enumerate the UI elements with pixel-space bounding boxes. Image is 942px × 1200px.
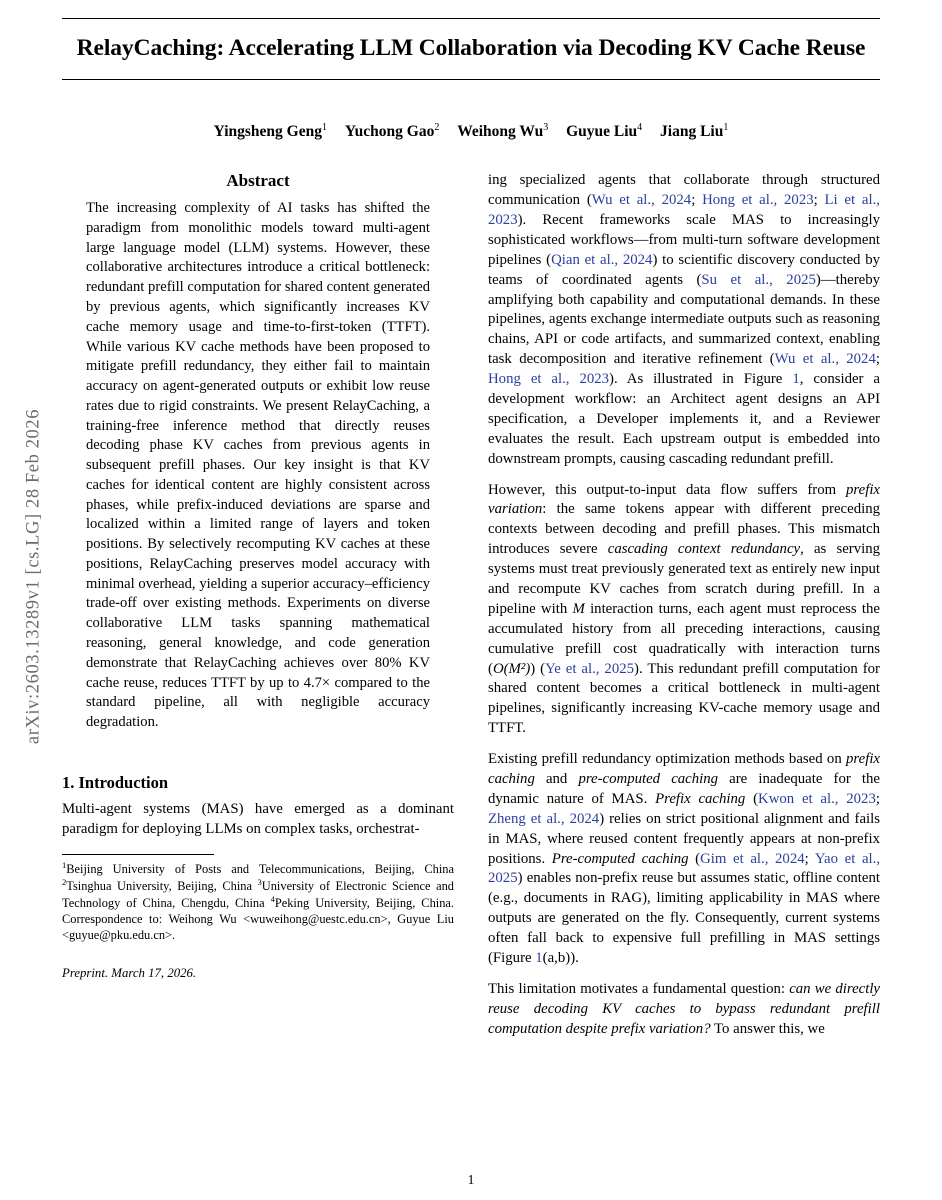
abstract-heading: Abstract <box>226 171 290 191</box>
text-run: Existing prefill redundancy optimization methods based on <box>488 751 847 768</box>
footnote-rule <box>62 854 214 855</box>
text-run: ; <box>875 790 880 807</box>
text-run: ) relies on strict positional alignment and fails in MAS, where reused content frequently appears at non-prefix positions. <box>488 810 880 867</box>
right-paragraph-2 <box>488 481 880 740</box>
emphasis-text: prefix caching <box>488 751 880 787</box>
text-run: ; <box>691 192 703 209</box>
footnote-mark-4: 4 <box>270 894 275 905</box>
text-run: ). This redundant prefill computation for shared content becomes a critical bottleneck in multi-agent pipelines, significantly increasing KV-cache memory usage and TTFT. <box>488 660 880 737</box>
footnote-mark-2: 2 <box>62 876 67 887</box>
text-run: However, this output-to-input data flow suffers from <box>488 481 847 498</box>
math-expression: O(M²) <box>492 660 531 677</box>
right-paragraph-1 <box>488 171 880 469</box>
author-1: Yingsheng Geng$^1$ <box>213 122 327 141</box>
two-column-body <box>62 171 880 1050</box>
preprint-note: Preprint. March 17, 2026. <box>62 965 197 980</box>
author-2: Yuchong Gao$^2$ <box>344 122 440 141</box>
citation-link[interactable]: Hong et al., 2023 <box>702 192 814 209</box>
figure-reference-link[interactable]: 1 <box>792 371 800 388</box>
author-4: Guyue Liu$^4$ <box>566 122 643 141</box>
math-symbol: M <box>572 600 585 617</box>
title-bottom-rule <box>62 79 880 80</box>
right-paragraph-4 <box>488 980 880 1040</box>
text-run: To answer this, we <box>710 1020 825 1037</box>
arxiv-stamp: arXiv:2603.13289v1 [cs.LG] 28 Feb 2026 <box>23 408 44 745</box>
page-number: 1 <box>467 1172 475 1187</box>
citation-link[interactable]: Zheng et al., 2024 <box>488 810 600 827</box>
text-run: )—thereby amplifying both capability and computational demands. In these pipelines, agents exchange intermediate outputs such as reasoning chains, API or code artifacts, and summarized context, enabling task decomposition and iterative refinement ( <box>488 271 880 368</box>
citation-link[interactable]: Wu et al., 2024 <box>774 351 876 368</box>
text-run: ). As illustrated in Figure <box>609 371 793 388</box>
affiliations-footnote <box>62 860 454 944</box>
author-5: Jiang Liu$^1$ <box>660 122 729 141</box>
page-title: RelayCaching: Accelerating LLM Collaboration via Decoding KV Cache Reuse <box>76 35 866 61</box>
emphasis-text: can we directly reuse decoding KV caches to bypass redundant prefill computation despite prefix variation? <box>488 980 880 1037</box>
top-rule <box>62 18 880 19</box>
citation-link[interactable]: Kwon et al., 2023 <box>758 790 876 807</box>
text-run: (a,b)). <box>542 950 579 966</box>
section-heading-introduction: 1. Introduction <box>62 772 169 792</box>
text-run: ) to scientific discovery conducted by teams of coordinated agents ( <box>488 251 880 288</box>
citation-link[interactable]: Yao et al., 2025 <box>488 850 881 887</box>
text-run: This limitation motivates a fundamental question: <box>488 980 790 997</box>
citation-link[interactable]: Li et al., 2023 <box>488 192 880 228</box>
paper-content <box>62 18 880 1051</box>
intro-paragraph-1: Multi-agent systems (MAS) have emerged as a dominant paradigm for deploying LLMs on complex tasks, orchestrat- <box>62 800 454 837</box>
text-run: are inadequate for the dynamic nature of MAS. <box>488 770 881 807</box>
text-run: , consider a development workflow: an Architect agent designs an API specification, a Developer implements it, and a Reviewer evaluates the result. Each upstream output is embedded into downstream prompts, causing cascading redundant prefill. <box>488 371 880 467</box>
citation-link[interactable]: Ye et al., 2025 <box>545 660 635 677</box>
text-run: ; <box>875 351 880 368</box>
right-paragraph-3 <box>488 750 880 969</box>
text-run: ). Recent frameworks scale MAS to increasingly sophisticated workflows—from multi-turn software development pipelines ( <box>488 211 880 268</box>
footnote-affil-4: Peking University, Beijing, China. Correspondence to: Weihong Wu <wuweihong@uestc.edu.cn>, Guyue Liu <guyue@pku.edu.cn>. <box>62 896 455 943</box>
text-run: interaction turns, each agent must reprocess the accumulated history from all preceding interactions, causing cumulative prefill cost quadratically with interaction turns ( <box>488 600 881 677</box>
text-run: , as serving systems must treat previously generated text as entirely new input and recompute KV caches from scratch during prefill. In a pipeline with <box>488 541 880 617</box>
figure-reference-link[interactable]: 1 <box>535 950 543 966</box>
right-column <box>488 171 880 1050</box>
text-run: ) enables non-prefix reuse but assumes static, offline content (e.g., documents in RAG), limiting applicability in MAS where outputs are generated on the fly. Consequently, current systems often fall back to expensive full prefilling in MAS settings (Figure <box>488 870 880 966</box>
emphasis-text: pre-computed caching <box>578 770 719 787</box>
emphasis-text: prefix variation <box>488 481 880 518</box>
left-column <box>62 171 454 1050</box>
text-run: ) ( <box>530 660 546 677</box>
emphasis-text: Pre-computed caching <box>551 850 689 867</box>
text-run: ; <box>804 850 815 867</box>
text-run: ing specialized agents that collaborate through structured communication ( <box>488 172 880 209</box>
text-run: and <box>534 770 579 787</box>
citation-link[interactable]: Gim et al., 2024 <box>700 850 805 867</box>
footnote-affil-1: Beijing University of Posts and Telecommunications, Beijing, China <box>66 861 454 876</box>
citation-link[interactable]: Su et al., 2025 <box>701 271 816 288</box>
footnote-mark-1: 1 <box>62 859 67 870</box>
text-run: ( <box>745 790 759 807</box>
author-list <box>62 122 880 141</box>
emphasis-text: cascading context redundancy <box>607 541 801 558</box>
text-run: ; <box>813 192 825 209</box>
emphasis-text: Prefix caching <box>655 790 746 807</box>
citation-link[interactable]: Hong et al., 2023 <box>488 371 610 388</box>
author-3: Weihong Wu$^3$ <box>457 122 549 141</box>
text-run: : the same tokens appear with different preceding contexts between decoding and prefill phases. This mismatch introduces severe <box>488 501 880 558</box>
text-run: ( <box>688 850 701 867</box>
citation-link[interactable]: Wu et al., 2024 <box>591 192 692 209</box>
footnote-affil-2: Tsinghua University, Beijing, China <box>66 878 258 893</box>
abstract-text: The increasing complexity of AI tasks has shifted the paradigm from monolithic models toward multi-agent large language model (LLM) systems. However, these collaborative architectures introduce a critical bottleneck: redundant prefill computation for shared content generated by previous agents, which significantly increases KV cache memory usage and time-to-first-token (TTFT). While various KV cache methods have been proposed to mitigate prefill redundancy, they either fail to maintain accuracy on agent-generated outputs or exhibit low reuse rates due to rigid constraints. We present RelayCaching, a training-free inference method that directly reuses decoding phase KV caches from previous agents in subsequent prefill phases. Our key insight is that KV caches for identical content are highly consistent across phases, while prefix-induced deviations are sparse and localized within a limited range of layers and token positions. By selectively recomputing KV caches at these positions, RelayCaching preserves model accuracy with minimal overhead, yielding a superior accuracy–efficiency trade-off over existing methods. Experiments on diverse collaborative LLM tasks spanning mathematical reasoning, general knowledge, and code generation demonstrate that RelayCaching achieves over 80% KV cache reuse, reduces TTFT by up to 4.7× compared to the standard pipeline, all with negligible accuracy degradation. <box>86 200 430 731</box>
footnote-mark-3: 3 <box>257 876 262 887</box>
footnote-affil-3: University of Electronic Science and Technology of China, Chengdu, China <box>62 878 454 911</box>
citation-link[interactable]: Qian et al., 2024 <box>551 251 653 268</box>
